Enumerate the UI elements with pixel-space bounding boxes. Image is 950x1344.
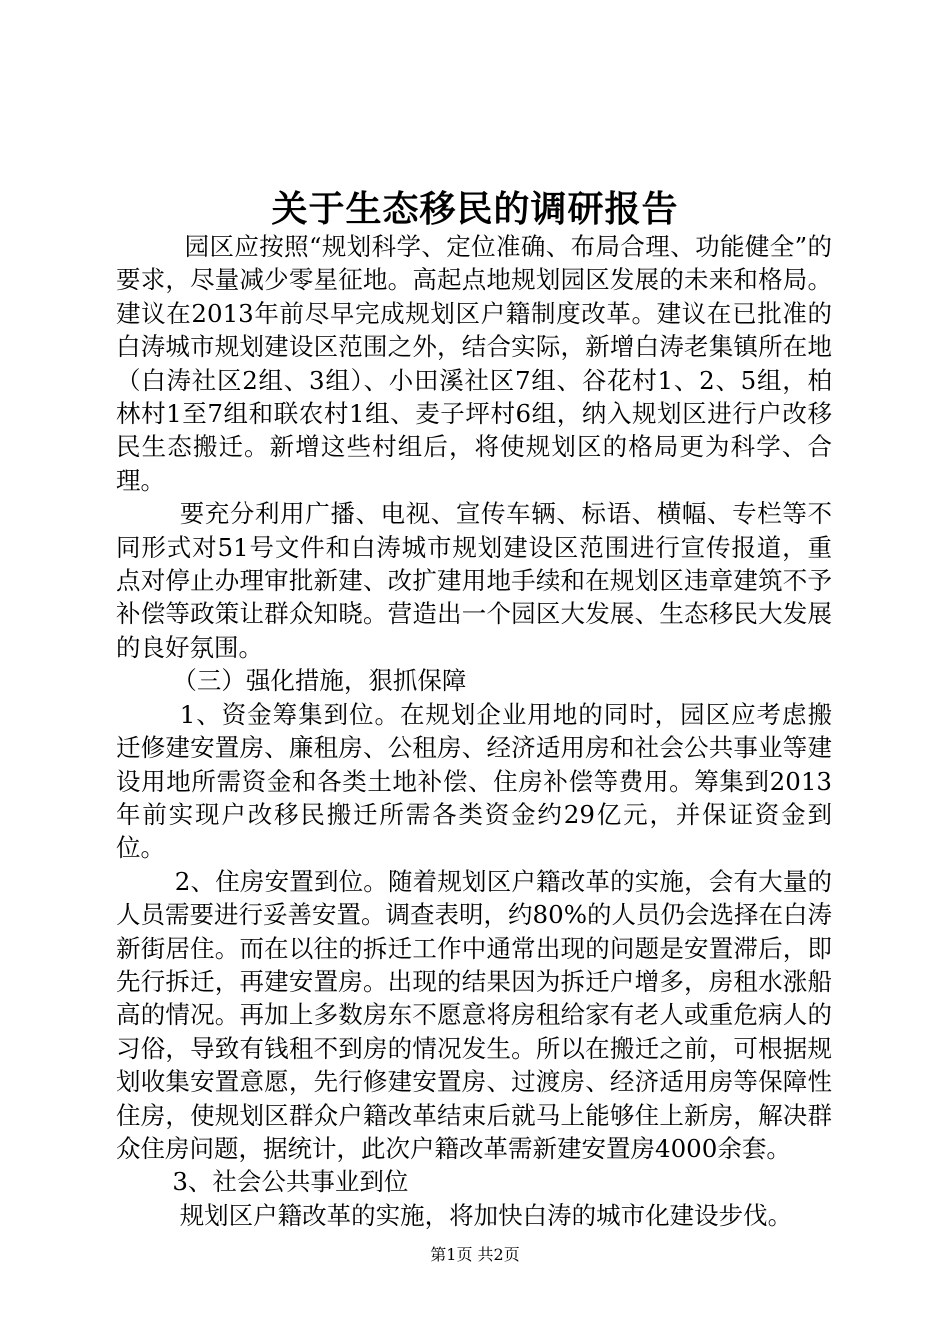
document-title: 关于生态移民的调研报告 (271, 188, 679, 230)
paragraph-public-services: 规划区户籍改革的实施，将加快白涛的城市化建设步伐。 (179, 1200, 793, 1230)
paragraph-funding: 1、资金筹集到位。在规划企业用地的同时，园区应考虑搬迁修建安置房、廉租房、公租房、经济适用房和社会公共事业等建设用地所需资金和各类土地补偿、住房补偿等费用。筹集到2013年前实现户改移民搬迁所需各类资金约29亿元，并保证资金到位。 (116, 699, 832, 863)
subheading-public-services: 3、社会公共事业到位 (172, 1167, 409, 1197)
section-heading-3: （三）强化措施，狠抓保障 (172, 666, 467, 696)
paragraph-housing: 2、住房安置到位。随着规划区户籍改革的实施，会有大量的人员需要进行妥善安置。调查表明，约80%的人员仍会选择在白涛新街居住。而在以往的拆迁工作中通常出现的问题是安置滞后，即先行拆迁，再建安置房。出现的结果因为拆迁户增多，房租水涨船高的情况。再加上多数房东不愿意将房租给家有老人或重危病人的习俗，导致有钱租不到房的情况发生。所以在搬迁之前，可根据规划收集安置意愿，先行修建安置房、过渡房、经济适用房等保障性住房，使规划区群众户籍改革结束后就马上能够住上新房，解决群众住房问题，据统计，此次户籍改革需新建安置房4000余套。 (116, 866, 832, 1163)
paragraph-1: 园区应按照“规划科学、定位准确、布局合理、功能健全”的要求，尽量减少零星征地。高起点地规划园区发展的未来和格局。建议在2013年前尽早完成规划区户籍制度改革。建议在已批准的白涛城市规划建设区范围之外，结合实际，新增白涛老集镇所在地（白涛社区2组、3组）、小田溪社区7组、谷花村1、2、5组，柏林村1至7组和联农村1组、麦子坪村6组，纳入规划区进行户改移民生态搬迁。新增这些村组后，将使规划区的格局更为科学、合理。 (116, 232, 832, 495)
page-number-footer: 第1页 共2页 (430, 1245, 520, 1264)
paragraph-2: 要充分利用广播、电视、宣传车辆、标语、横幅、专栏等不同形式对51号文件和白涛城市规划建设区范围进行宣传报道，重点对停止办理审批新建、改扩建用地手续和在规划区违章建筑不予补偿等政策让群众知晓。营造出一个园区大发展、生态移民大发展的良好氛围。 (116, 499, 832, 662)
document-body (116, 230, 832, 1232)
